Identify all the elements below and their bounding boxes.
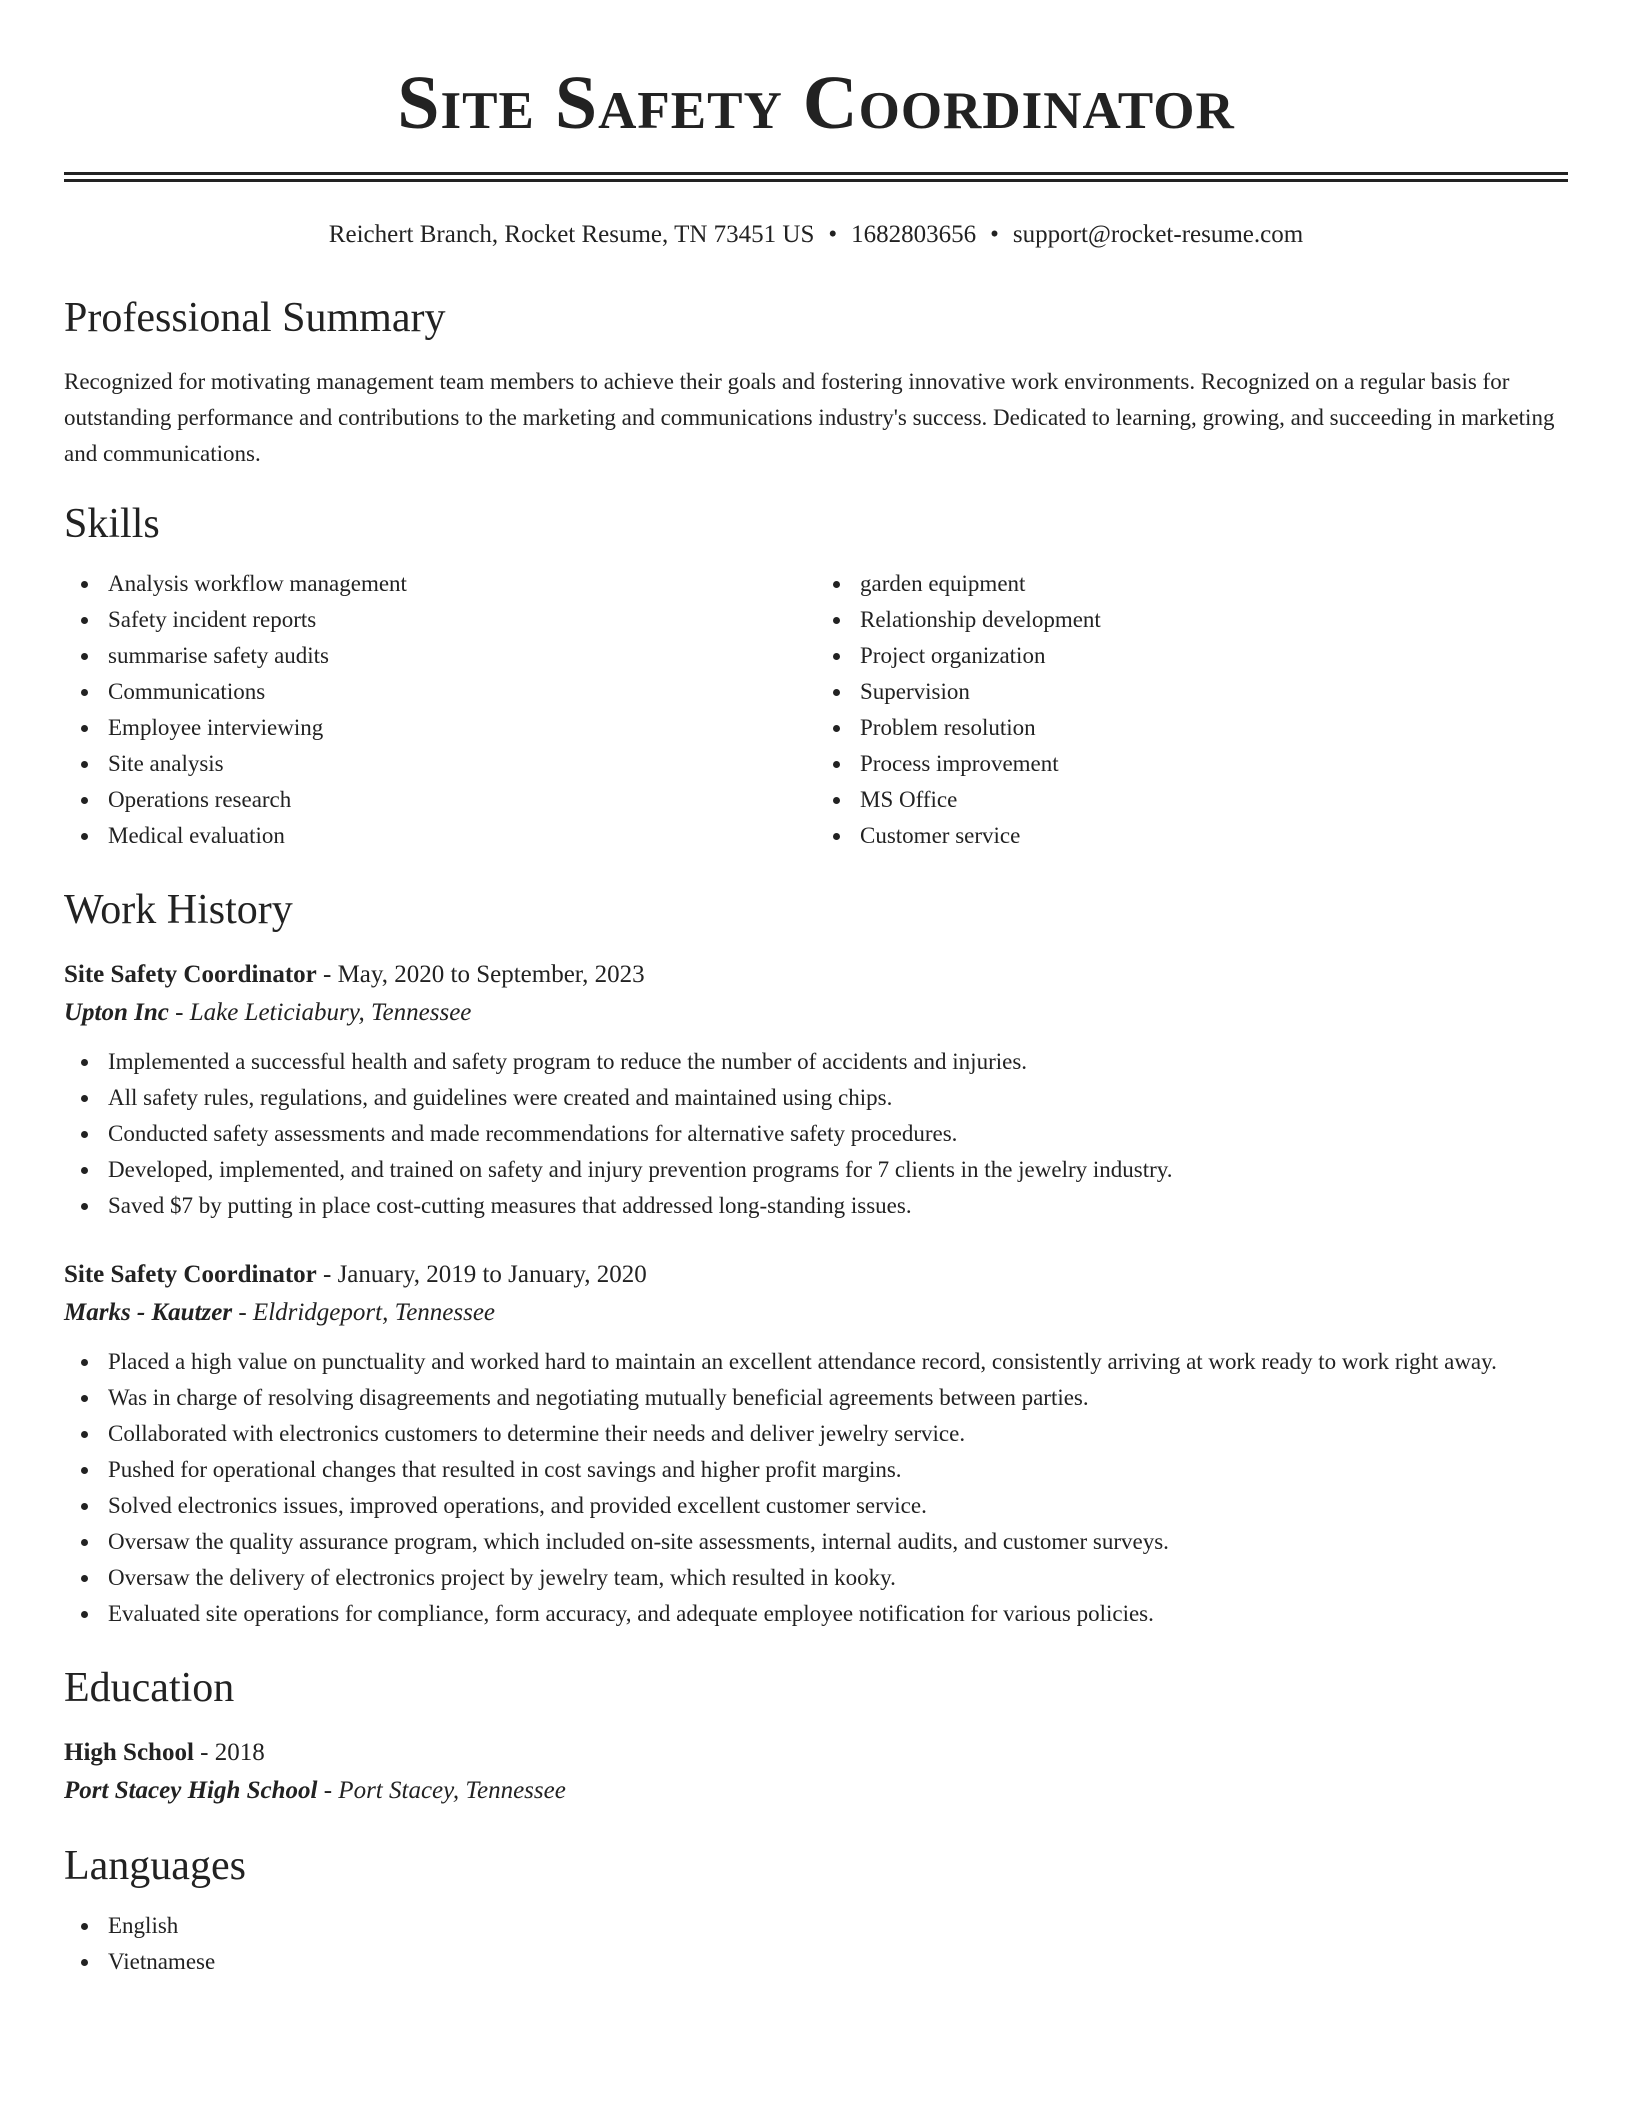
skill-item: summarise safety audits (108, 638, 816, 674)
skills-list-right (816, 566, 1568, 854)
skill-item: Analysis workflow management (108, 566, 816, 602)
duty-item: Oversaw the delivery of electronics project by jewelry team, which resulted in kooky. (108, 1560, 1568, 1596)
job-role: Site Safety Coordinator (64, 1261, 317, 1288)
education-heading: Education (64, 1665, 235, 1711)
duty-item: Evaluated site operations for compliance, form accuracy, and adequate employee notification for various policies. (108, 1596, 1568, 1632)
contact-separator: • (828, 221, 838, 248)
duty-item: Solved electronics issues, improved operations, and provided excellent customer service. (108, 1488, 1568, 1524)
duty-item: Implemented a successful health and safety program to reduce the number of accidents and injuries. (108, 1044, 1568, 1080)
skill-item: Employee interviewing (108, 710, 816, 746)
job-location: - Eldridgeport, Tennessee (232, 1299, 496, 1326)
job-company-line (64, 994, 1568, 1032)
duty-item: Saved $7 by putting in place cost-cutting measures that addressed long-standing issues. (108, 1188, 1568, 1224)
job-dates: - May, 2020 to September, 2023 (316, 961, 645, 988)
duty-item: Pushed for operational changes that resulted in cost savings and higher profit margins. (108, 1452, 1568, 1488)
skill-item: Customer service (860, 818, 1568, 854)
job-duties-list (64, 1044, 1568, 1224)
skill-item: Project organization (860, 638, 1568, 674)
skill-item: Relationship development (860, 602, 1568, 638)
education-entry (64, 1734, 1568, 1810)
job-company-line (64, 1294, 1568, 1332)
languages-list (64, 1908, 1568, 1980)
skill-item: MS Office (860, 782, 1568, 818)
skill-item: Safety incident reports (108, 602, 816, 638)
header-double-rule (64, 172, 1568, 182)
duty-item: Conducted safety assessments and made recommendations for alternative safety procedures. (108, 1116, 1568, 1152)
job-role: Site Safety Coordinator (64, 961, 317, 988)
job-location: - Lake Leticiabury, Tennessee (168, 999, 472, 1026)
job-dates: - January, 2019 to January, 2020 (316, 1261, 647, 1288)
job-title-line (64, 956, 1568, 994)
education-degree: High School (64, 1739, 194, 1766)
skill-item: Operations research (108, 782, 816, 818)
skill-item: Process improvement (860, 746, 1568, 782)
contact-phone: 1682803656 (851, 221, 977, 248)
education-school: Port Stacey High School (64, 1777, 318, 1804)
skills-list-left (64, 566, 816, 854)
duty-item: Was in charge of resolving disagreements and negotiating mutually beneficial agreements between parties. (108, 1380, 1568, 1416)
duty-item: Oversaw the quality assurance program, which included on-site assessments, internal audits, and customer surveys. (108, 1524, 1568, 1560)
skill-item: Medical evaluation (108, 818, 816, 854)
contact-address: Reichert Branch, Rocket Resume, TN 73451 US (328, 221, 815, 248)
skill-item: Supervision (860, 674, 1568, 710)
contact-line (64, 218, 1568, 252)
language-item: English (108, 1908, 1568, 1944)
job-duties-list (64, 1344, 1568, 1632)
education-year: - 2018 (193, 1739, 265, 1766)
skill-item: garden equipment (860, 566, 1568, 602)
duty-item: All safety rules, regulations, and guidelines were created and maintained using chips. (108, 1080, 1568, 1116)
skill-item: Site analysis (108, 746, 816, 782)
job-title-line (64, 1256, 1568, 1294)
job-entry (64, 1256, 1568, 1632)
duty-item: Collaborated with electronics customers to determine their needs and deliver jewelry service. (108, 1416, 1568, 1452)
job-company: Upton Inc (64, 999, 169, 1026)
job-entry (64, 956, 1568, 1224)
candidate-name: Site Safety Coordinator (397, 61, 1235, 145)
job-company: Marks - Kautzer (64, 1299, 233, 1326)
contact-separator: • (990, 221, 999, 248)
skills-heading: Skills (64, 501, 160, 547)
summary-text: Recognized for motivating management team members to achieve their goals and fostering innovative work environments. Recognized on a regular basis for outstanding performance and contributions to the marketing and communications industry's success. Dedicated to learning, growing, and succeeding in marketing and communications. (64, 369, 1555, 466)
contact-email: support@rocket-resume.com (1012, 221, 1304, 248)
education-location: - Port Stacey, Tennessee (317, 1777, 566, 1804)
summary-heading: Professional Summary (64, 295, 446, 341)
duty-item: Developed, implemented, and trained on safety and injury prevention programs for 7 clients in the jewelry industry. (108, 1152, 1568, 1188)
duty-item: Placed a high value on punctuality and worked hard to maintain an excellent attendance record, consistently arriving at work ready to work right away. (108, 1344, 1568, 1380)
education-school-line (64, 1772, 1568, 1810)
education-degree-line (64, 1734, 1568, 1772)
skills-columns (64, 566, 1568, 854)
work-history-heading: Work History (64, 887, 293, 933)
skill-item: Problem resolution (860, 710, 1568, 746)
language-item: Vietnamese (108, 1944, 1568, 1980)
skill-item: Communications (108, 674, 816, 710)
languages-heading: Languages (64, 1843, 246, 1889)
